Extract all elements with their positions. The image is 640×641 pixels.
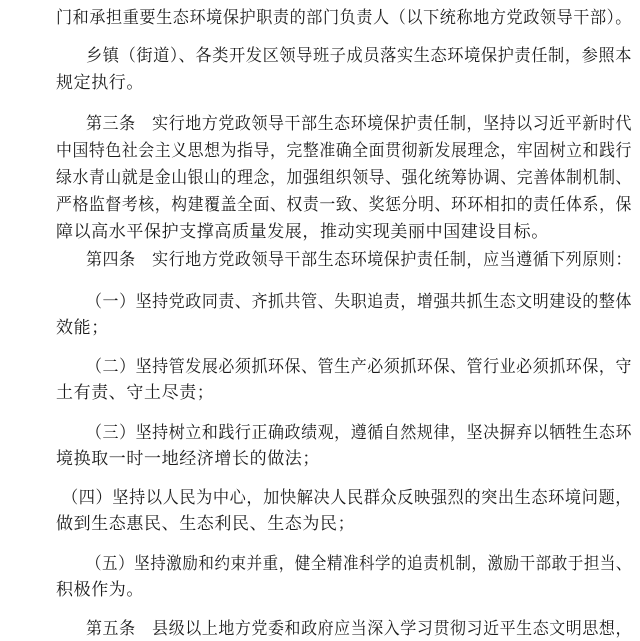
- text-line-3: 规定执行。: [56, 73, 144, 93]
- text-line-6: 绿水青山就是金山银山的理念，加强组织领导、强化统筹协调、完善体制机制、: [56, 168, 632, 188]
- principle-3-line-2: 境换取一时一地经济增长的做法；: [56, 449, 320, 469]
- principle-3-line-1: （三）坚持树立和践行正确政绩观，遵循自然规律，坚决摒弃以牺牲生态环: [86, 423, 632, 443]
- principle-1-line-2: 效能；: [56, 318, 109, 338]
- principle-2-line-1: （二）坚持管发展必须抓环保、管生产必须抓环保、管行业必须抓环保，守: [86, 357, 632, 377]
- article-4-heading-line: 第四条 实行地方党政领导干部生态环境保护责任制，应当遵循下列原则：: [86, 250, 632, 270]
- text-line-1: 门和承担重要生态环境保护职责的部门负责人（以下统称地方党政领导干部）。: [56, 8, 632, 28]
- principle-4-line-2: 做到生态惠民、生态利民、生态为民；: [56, 514, 356, 534]
- text-line-7: 严格监督考核，构建覆盖全面、权责一致、奖惩分明、环环相扣的责任体系，保: [56, 195, 632, 215]
- principle-2-line-2: 土有责、守土尽责；: [56, 383, 215, 403]
- principle-1-line-1: （一）坚持党政同责、齐抓共管、失职追责，增强共抓生态文明建设的整体: [86, 292, 632, 312]
- principle-5-line-1: （五）坚持激励和约束并重，健全精准科学的追责机制，激励干部敢于担当、: [86, 554, 632, 574]
- article-5-heading-line: 第五条 县级以上地方党委和政府应当深入学习贯彻习近平生态文明思想，: [86, 619, 632, 639]
- text-line-8: 障以高水平保护支撑高质量发展，推动实现美丽中国建设目标。: [56, 222, 549, 242]
- article-3-heading-line: 第三条 实行地方党政领导干部生态环境保护责任制，坚持以习近平新时代: [86, 114, 632, 134]
- text-line-2: 乡镇（街道）、各类开发区领导班子成员落实生态环境保护责任制，参照本: [86, 46, 632, 66]
- text-line-5: 中国特色社会主义思想为指导，完整准确全面贯彻新发展理念，牢固树立和践行: [56, 141, 632, 161]
- principle-5-line-2: 积极作为。: [56, 580, 144, 600]
- principle-4-line-1: （四）坚持以人民为中心，加快解决人民群众反映强烈的突出生态环境问题，: [62, 488, 632, 508]
